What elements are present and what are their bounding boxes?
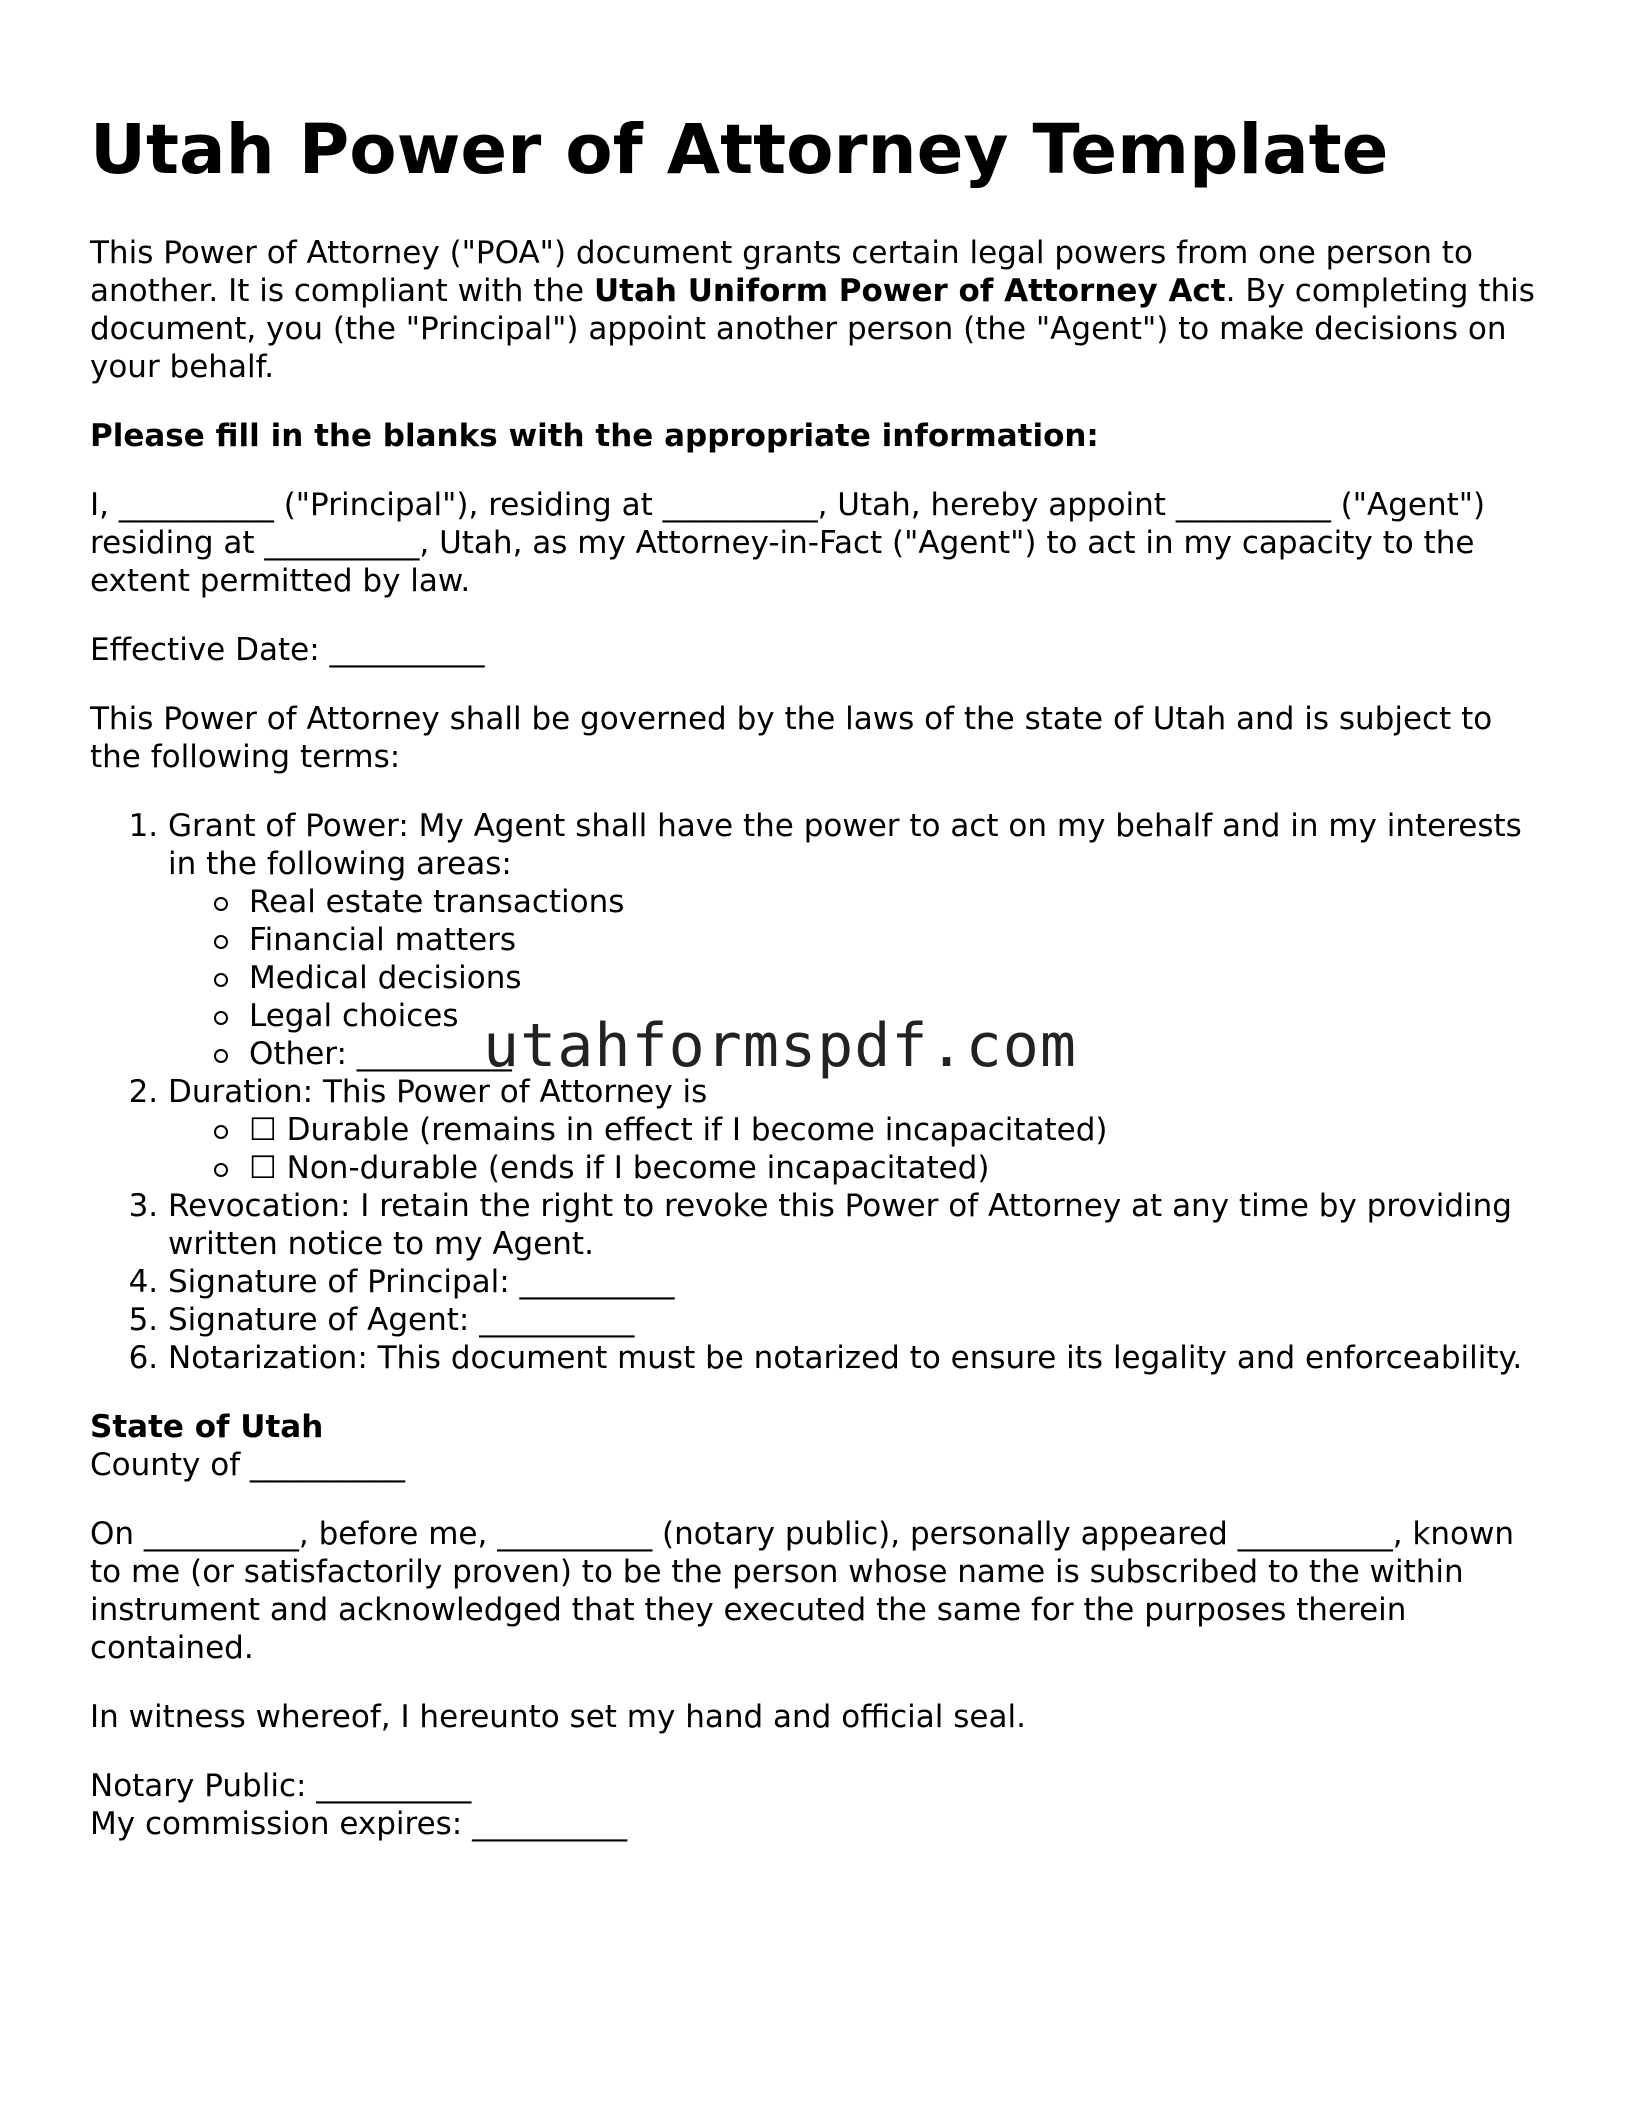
term-grant-text: Grant of Power: My Agent shall have the power to act on my behalf and in my interests in the following areas:	[168, 808, 1522, 882]
duration-option-nondurable: ☐ Non-durable (ends if I become incapacitated)	[249, 1149, 1550, 1187]
notary-witness: In witness whereof, I hereunto set my hand and official seal.	[90, 1699, 1026, 1735]
effective-date: Effective Date: __________	[90, 632, 485, 668]
watermark: utahformspdf.com	[483, 1011, 1077, 1081]
duration-option-durable: ☐ Durable (remains in effect if I become incapacitated)	[249, 1111, 1550, 1149]
area-item: Legal choices	[249, 997, 1550, 1035]
terms-list	[90, 807, 1550, 1377]
appointment-paragraph: I, __________ ("Principal"), residing at __________, Utah, hereby appoint __________ ("Agent") residing at __________, Utah, as my Attorney-in-Fact ("Agent") to act in my capacity to the extent permitted by law.	[90, 487, 1486, 599]
duration-options-list	[168, 1111, 1550, 1187]
commission-expires-line: My commission expires: __________	[90, 1806, 628, 1842]
document-title: Utah Power of Attorney Template	[90, 110, 1389, 190]
notary-acknowledgment: On __________, before me, __________ (notary public), personally appeared __________, known to me (or satisfactorily proven) to be the person whose name is subscribed to the within instrument and acknowledged that they executed the same for the purposes therein contained.	[90, 1516, 1514, 1666]
term-notarization: 6. Notarization: This document must be notarized to ensure its legality and enforceability.	[168, 1339, 1550, 1377]
instructions: Please fill in the blanks with the appropriate information:	[90, 418, 1099, 454]
term-revocation: 3. Revocation: I retain the right to revoke this Power of Attorney at any time by providing written notice to my Agent.	[168, 1187, 1550, 1263]
intro-text-after: . By completing this document, you (the "Principal") appoint another person (the "Agent") to make decisions on your behalf.	[90, 273, 1535, 385]
area-item: Medical decisions	[249, 959, 1550, 997]
term-duration	[168, 1073, 1550, 1187]
notary-county: County of __________	[90, 1447, 405, 1483]
term-signature-principal: 4. Signature of Principal: __________	[168, 1263, 1550, 1301]
notary-public-line: Notary Public: __________	[90, 1768, 472, 1804]
intro-text-before: This Power of Attorney ("POA") document grants certain legal powers from one person to another. It is compliant with the	[90, 235, 1473, 309]
notary-state: State of Utah	[90, 1409, 324, 1445]
governing-law-paragraph: This Power of Attorney shall be governed by the laws of the state of Utah and is subject to the following terms:	[90, 701, 1493, 775]
area-item: Real estate transactions	[249, 883, 1550, 921]
term-duration-text: Duration: This Power of Attorney is	[168, 1074, 708, 1110]
area-item: Other: __________	[249, 1035, 1550, 1073]
term-signature-agent: 5. Signature of Agent: __________	[168, 1301, 1550, 1339]
area-item: Financial matters	[249, 921, 1550, 959]
act-name: Utah Uniform Power of Attorney Act	[593, 273, 1226, 309]
intro-paragraph	[90, 234, 1550, 386]
